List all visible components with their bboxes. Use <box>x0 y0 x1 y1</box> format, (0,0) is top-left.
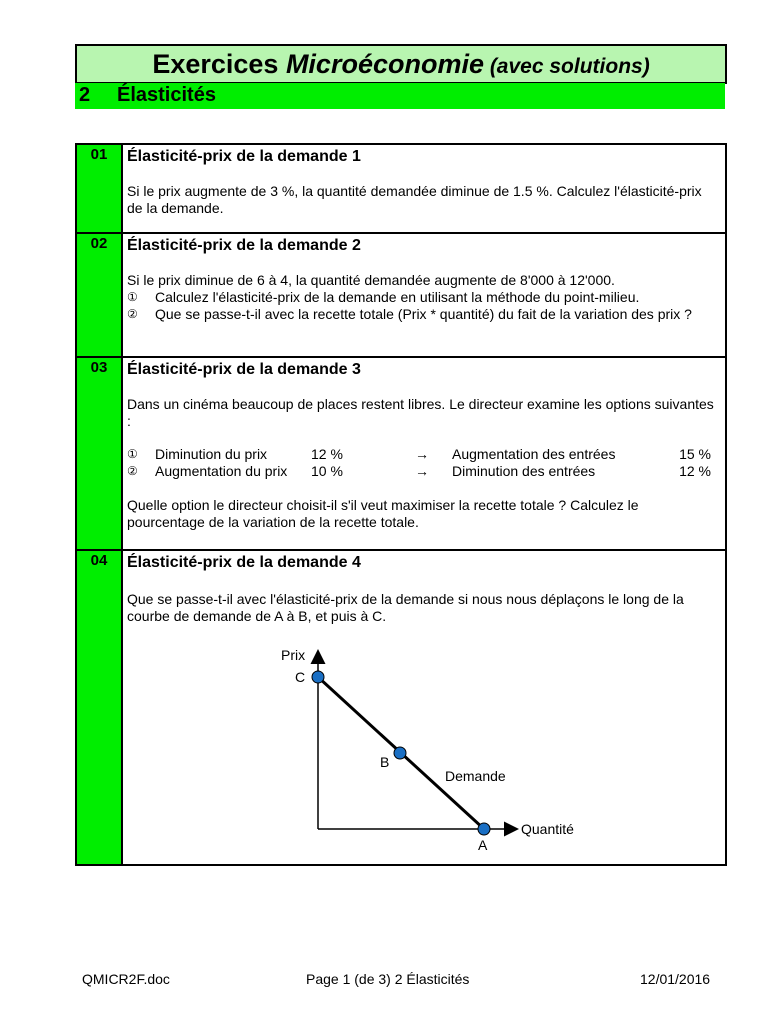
option-percent: 12 % <box>311 446 343 462</box>
exercise-title: Élasticité-prix de la demande 2 <box>127 237 361 254</box>
exercise-question: Quelle option le directeur choisit-il s'il veut maximiser la recette totale ? Calculez le pourcentage de la variation de la recette totale. <box>127 497 639 530</box>
option-marker: ① <box>127 447 138 461</box>
exercise-title: Élasticité-prix de la demande 4 <box>127 554 361 571</box>
exercise-text: Si le prix augmente de 3 %, la quantité demandée diminue de 1.5 %. Calculez l'élasticité-prix de la demande. <box>127 183 702 216</box>
section-title: Élasticités <box>117 84 216 106</box>
option-action: Augmentation du prix <box>155 463 288 479</box>
exercise-number: 01 <box>77 146 121 164</box>
exercise-text: Que se passe-t-il avec l'élasticité-prix de la demande si nous nous déplaçons le long de la courbe de demande de A à B, et puis à C. <box>127 591 684 624</box>
exercise-number: 04 <box>77 552 121 570</box>
option-effect: Diminution des entrées <box>452 463 596 479</box>
option-effect: Augmentation des entrées <box>452 446 616 462</box>
footer-page: Page 1 (de 3) 2 Élasticités <box>306 971 470 987</box>
option-effect-percent: 12 % <box>679 463 711 479</box>
arrow-icon: → <box>415 446 429 462</box>
footer-filename: QMICR2F.doc <box>82 971 170 987</box>
point-label-c: C <box>295 669 306 685</box>
option-action: Diminution du prix <box>155 446 268 462</box>
option-effect-percent: 15 % <box>679 446 711 462</box>
point-c <box>312 671 324 683</box>
item-text: Que se passe-t-il avec la recette totale (Prix * quantité) du fait de la variation des prix ? <box>155 306 692 322</box>
item-marker: ① <box>127 290 138 304</box>
footer-date: 12/01/2016 <box>640 971 711 987</box>
exercise-text: Si le prix diminue de 6 à 4, la quantité demandée augmente de 8'000 à 12'000. <box>127 272 615 288</box>
point-b <box>394 747 406 759</box>
item-text: Calculez l'élasticité-prix de la demande en utilisant la méthode du point-milieu. <box>155 289 640 305</box>
x-axis-label: Quantité <box>521 821 574 837</box>
exercise-title: Élasticité-prix de la demande 1 <box>127 148 361 165</box>
exercise-title: Élasticité-prix de la demande 3 <box>127 361 361 378</box>
option-percent: 10 % <box>311 463 343 479</box>
arrow-icon: → <box>415 463 429 479</box>
document-title: Exercices Microéconomie (avec solutions) <box>152 49 650 79</box>
point-a <box>478 823 490 835</box>
point-label-b: B <box>380 754 390 770</box>
section-number: 2 <box>79 84 91 106</box>
exercise-number: 02 <box>77 235 121 253</box>
exercise-intro: Dans un cinéma beaucoup de places restent libres. Le directeur examine les options suivantes : <box>127 396 714 429</box>
option-marker: ② <box>127 464 138 478</box>
item-marker: ② <box>127 307 138 321</box>
point-label-a: A <box>478 837 488 853</box>
curve-label: Demande <box>445 768 506 784</box>
exercise-number: 03 <box>77 359 121 377</box>
y-axis-label: Prix <box>281 647 306 663</box>
